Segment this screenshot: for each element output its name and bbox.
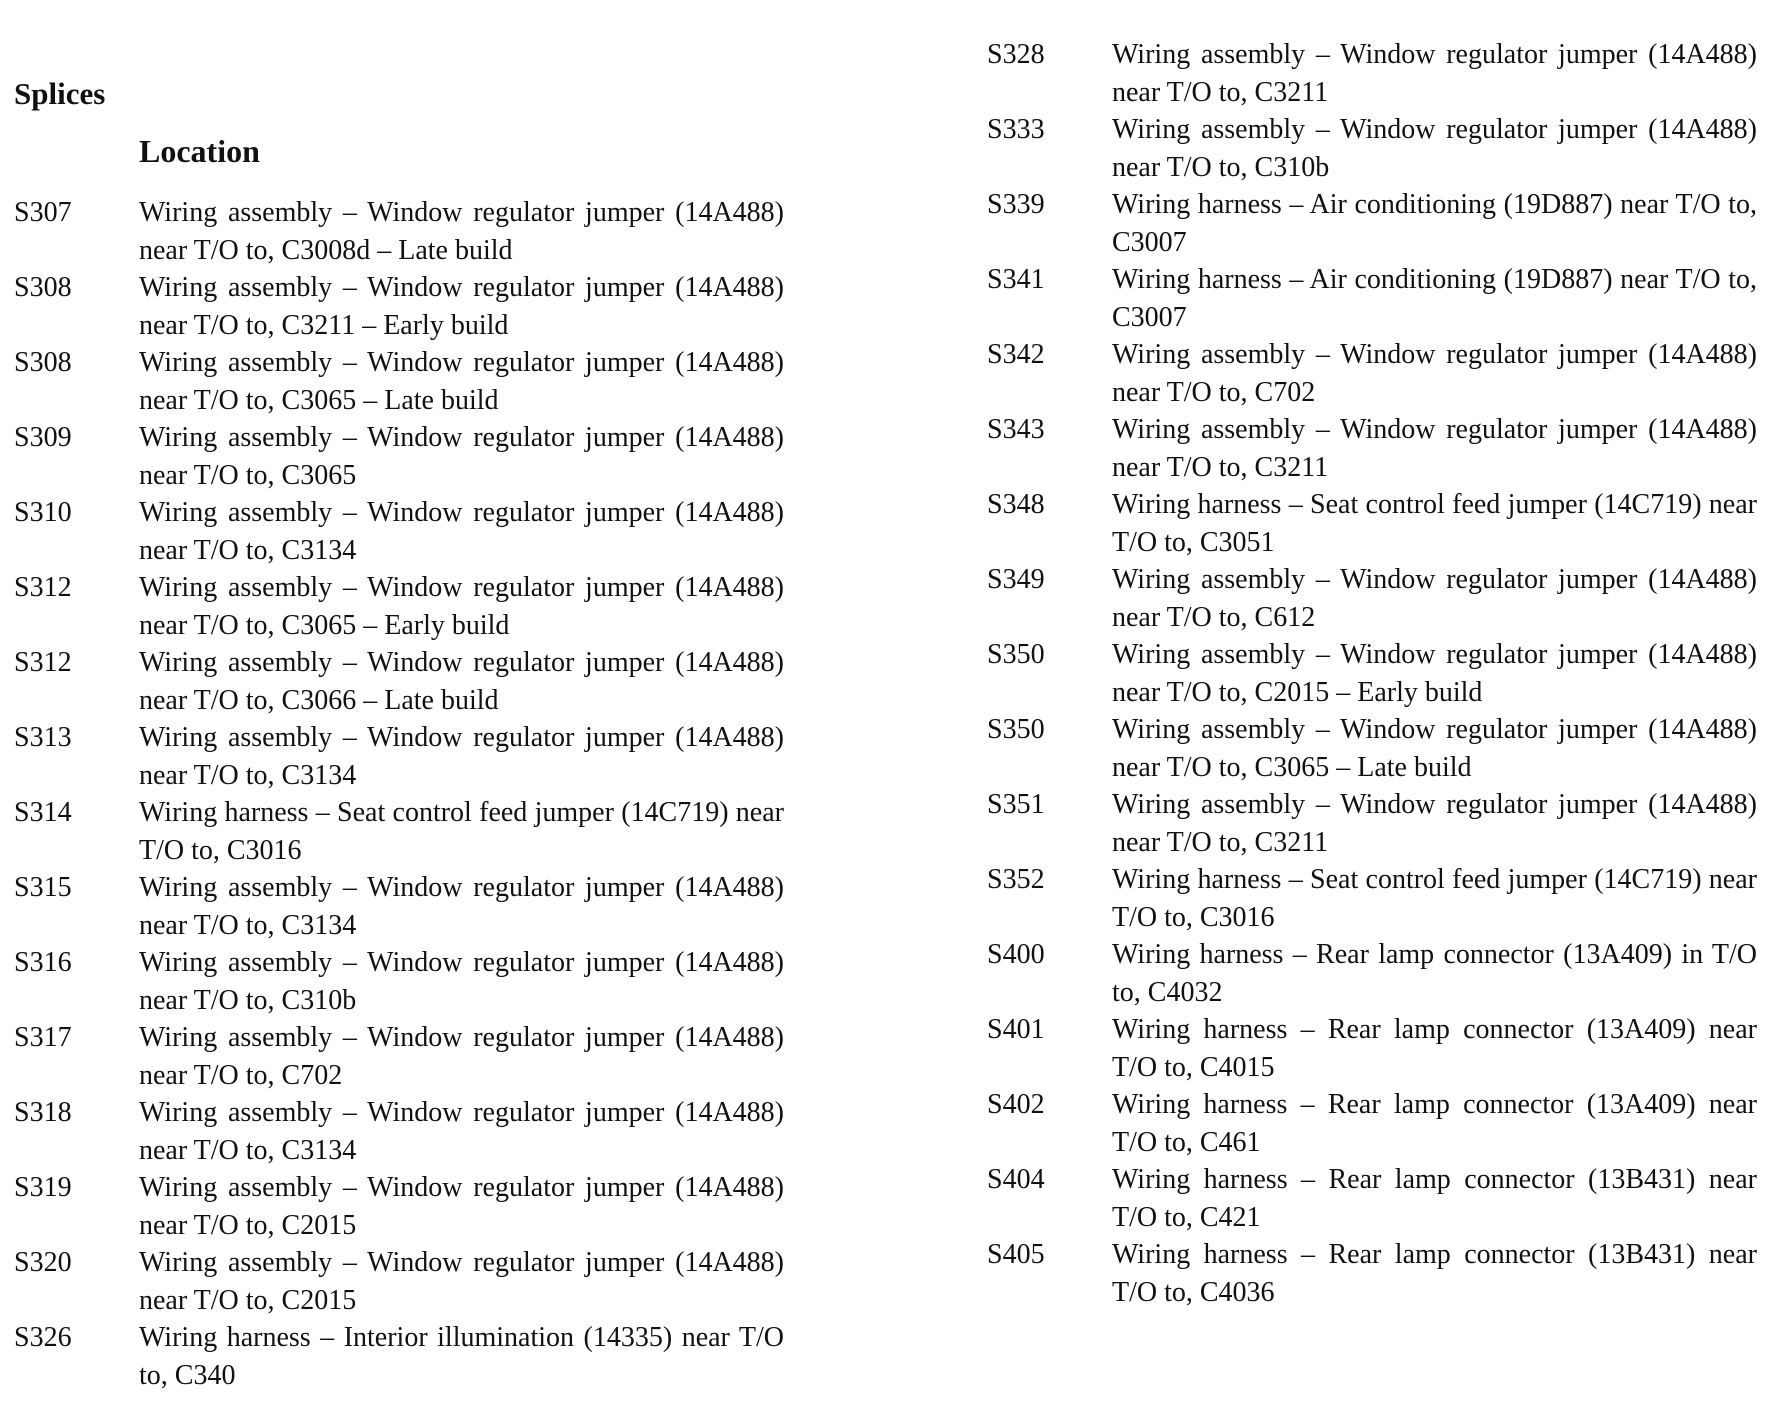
splice-entry (14, 269, 784, 344)
splice-location: Wiring assembly – Window regulator jumper (14A488) near T/O to, C2015 – Early build (1112, 639, 1757, 708)
splice-location: Wiring assembly – Window regulator jumper (14A488) near T/O to, C3134 (139, 722, 784, 791)
splice-location: Wiring assembly – Window regulator jumper (14A488) near T/O to, C2015 (139, 1172, 784, 1241)
splice-location: Wiring assembly – Window regulator jumper (14A488) near T/O to, C3211 (1112, 789, 1757, 858)
splice-code: S402 (987, 1089, 1045, 1120)
splice-code: S352 (987, 864, 1045, 895)
splice-code: S309 (14, 422, 72, 453)
splice-entry (14, 569, 784, 644)
splice-location: Wiring assembly – Window regulator jumper (14A488) near T/O to, C3134 (139, 872, 784, 941)
splice-code: S317 (14, 1022, 72, 1053)
splice-list-left (14, 194, 784, 1394)
splice-location: Wiring harness – Interior illumination (14335) near T/O to, C340 (139, 1322, 784, 1391)
splice-entry (987, 561, 1757, 636)
splice-location: Wiring assembly – Window regulator jumper (14A488) near T/O to, C3065 (139, 422, 784, 491)
splice-code: S333 (987, 114, 1045, 145)
splice-entry (987, 711, 1757, 786)
splice-code: S328 (987, 39, 1045, 70)
splice-entry (987, 786, 1757, 861)
splice-location: Wiring harness – Seat control feed jumper (14C719) near T/O to, C3016 (139, 797, 784, 866)
splice-code: S326 (14, 1322, 72, 1353)
splice-location: Wiring harness – Rear lamp connector (13B431) near T/O to, C4036 (1112, 1239, 1757, 1308)
splice-code: S319 (14, 1172, 72, 1203)
splice-location: Wiring assembly – Window regulator jumper (14A488) near T/O to, C702 (139, 1022, 784, 1091)
splice-entry (14, 419, 784, 494)
splice-entry (987, 1161, 1757, 1236)
splice-location: Wiring assembly – Window regulator jumper (14A488) near T/O to, C310b (139, 947, 784, 1016)
splice-code: S313 (14, 722, 72, 753)
splice-code: S341 (987, 264, 1045, 295)
splice-location: Wiring harness – Rear lamp connector (13A409) near T/O to, C4015 (1112, 1014, 1757, 1083)
splice-location: Wiring assembly – Window regulator jumper (14A488) near T/O to, C3211 – Early build (139, 272, 784, 341)
splice-location: Wiring harness – Rear lamp connector (13A409) near T/O to, C461 (1112, 1089, 1757, 1158)
splice-code: S405 (987, 1239, 1045, 1270)
location-column-heading: Location (139, 133, 260, 169)
splice-location: Wiring harness – Air conditioning (19D887) near T/O to, C3007 (1112, 264, 1757, 333)
splice-entry (14, 1094, 784, 1169)
splice-code: S348 (987, 489, 1045, 520)
splice-location: Wiring assembly – Window regulator jumper (14A488) near T/O to, C3065 – Late build (1112, 714, 1757, 783)
splice-code: S351 (987, 789, 1045, 820)
splice-code: S400 (987, 939, 1045, 970)
splice-entry (14, 794, 784, 869)
splice-entry (987, 261, 1757, 336)
splice-location: Wiring harness – Rear lamp connector (13B431) near T/O to, C421 (1112, 1164, 1757, 1233)
splice-location: Wiring assembly – Window regulator jumper (14A488) near T/O to, C310b (1112, 114, 1757, 183)
splice-entry (987, 336, 1757, 411)
splice-entry (14, 1244, 784, 1319)
splice-location: Wiring harness – Seat control feed jumper (14C719) near T/O to, C3016 (1112, 864, 1757, 933)
splice-location: Wiring harness – Air conditioning (19D887) near T/O to, C3007 (1112, 189, 1757, 258)
splice-entry (14, 344, 784, 419)
splice-location: Wiring harness – Rear lamp connector (13A409) in T/O to, C4032 (1112, 939, 1757, 1008)
splice-code: S308 (14, 347, 72, 378)
splice-code: S314 (14, 797, 72, 828)
splice-entry (987, 111, 1757, 186)
splice-entry (14, 1319, 784, 1394)
splice-location: Wiring assembly – Window regulator jumper (14A488) near T/O to, C3211 (1112, 39, 1757, 108)
splice-code: S339 (987, 189, 1045, 220)
splice-list-right (987, 36, 1757, 1311)
splice-code: S320 (14, 1247, 72, 1278)
splice-code: S404 (987, 1164, 1045, 1195)
splice-entry (987, 36, 1757, 111)
splice-entry (14, 869, 784, 944)
splice-code: S342 (987, 339, 1045, 370)
splice-entry (987, 636, 1757, 711)
splice-entry (14, 644, 784, 719)
splice-code: S350 (987, 714, 1045, 745)
splice-location: Wiring assembly – Window regulator jumper (14A488) near T/O to, C3134 (139, 1097, 784, 1166)
splice-location: Wiring harness – Seat control feed jumper (14C719) near T/O to, C3051 (1112, 489, 1757, 558)
splice-location: Wiring assembly – Window regulator jumper (14A488) near T/O to, C3008d – Late build (139, 197, 784, 266)
splice-entry (987, 936, 1757, 1011)
splice-entry (987, 411, 1757, 486)
splice-entry (987, 186, 1757, 261)
splice-code: S307 (14, 197, 72, 228)
splice-location: Wiring assembly – Window regulator jumper (14A488) near T/O to, C702 (1112, 339, 1757, 408)
splice-location: Wiring assembly – Window regulator jumper (14A488) near T/O to, C2015 (139, 1247, 784, 1316)
splice-location: Wiring assembly – Window regulator jumper (14A488) near T/O to, C3065 – Late build (139, 347, 784, 416)
splice-code: S312 (14, 647, 72, 678)
splice-entry (14, 1019, 784, 1094)
splice-entry (14, 494, 784, 569)
splice-entry (987, 1086, 1757, 1161)
splice-code: S312 (14, 572, 72, 603)
splice-entry (14, 194, 784, 269)
splice-entry (14, 719, 784, 794)
splice-code: S401 (987, 1014, 1045, 1045)
splice-location: Wiring assembly – Window regulator jumper (14A488) near T/O to, C3211 (1112, 414, 1757, 483)
splice-code: S315 (14, 872, 72, 903)
splice-entry (14, 944, 784, 1019)
splice-code: S343 (987, 414, 1045, 445)
splice-entry (987, 486, 1757, 561)
splice-code: S350 (987, 639, 1045, 670)
splice-code: S310 (14, 497, 72, 528)
splice-code: S316 (14, 947, 72, 978)
splice-code: S318 (14, 1097, 72, 1128)
splice-entry (14, 1169, 784, 1244)
splice-location: Wiring assembly – Window regulator jumper (14A488) near T/O to, C3134 (139, 497, 784, 566)
splice-location: Wiring assembly – Window regulator jumper (14A488) near T/O to, C3066 – Late build (139, 647, 784, 716)
splice-location: Wiring assembly – Window regulator jumper (14A488) near T/O to, C612 (1112, 564, 1757, 633)
splice-code: S308 (14, 272, 72, 303)
page-title: Splices (14, 76, 106, 111)
splice-entry (987, 861, 1757, 936)
splice-entry (987, 1011, 1757, 1086)
splice-code: S349 (987, 564, 1045, 595)
splice-entry (987, 1236, 1757, 1311)
splice-location: Wiring assembly – Window regulator jumper (14A488) near T/O to, C3065 – Early build (139, 572, 784, 641)
